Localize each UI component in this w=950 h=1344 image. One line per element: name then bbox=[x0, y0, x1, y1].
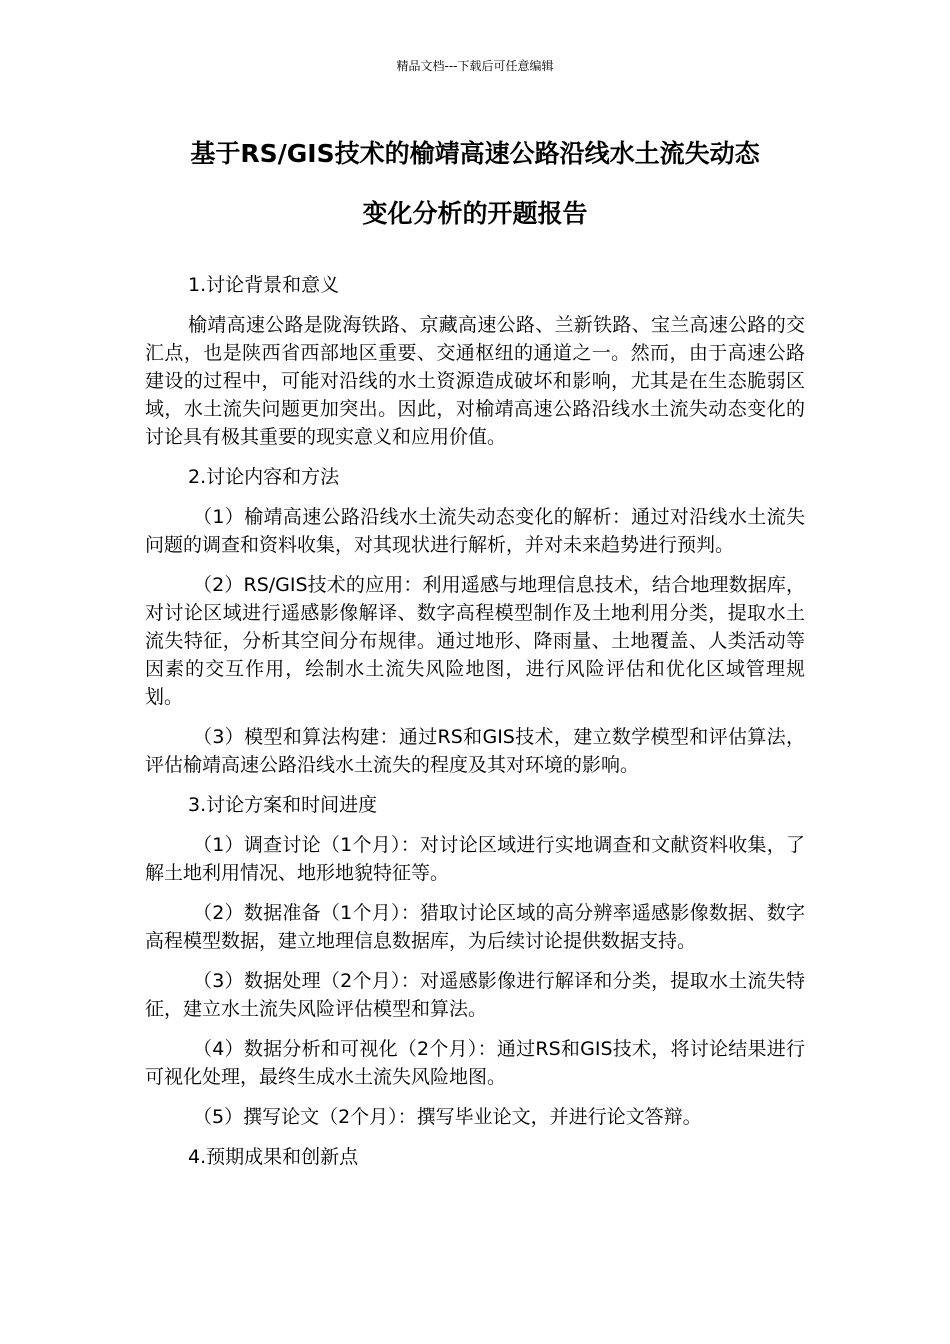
document-title-line-1: 基于RS/GIS技术的榆靖高速公路沿线水土流失动态 bbox=[190, 139, 760, 168]
content-item-1: （1）榆靖高速公路沿线水土流失动态变化的解析：通过对沿线水土流失问题的调查和资料收集，对其现状进行解析，并对未来趋势进行预判。 bbox=[145, 506, 805, 556]
schedule-item-3: （3）数据处理（2个月）：对遥感影像进行解译和分类，提取水土流失特征，建立水土流失风险评估模型和算法。 bbox=[145, 970, 805, 1020]
schedule-item-5: （5）撰写论文（2个月）：撰写毕业论文，并进行论文答辩。 bbox=[193, 1106, 702, 1128]
content-item-3: （3）模型和算法构建：通过RS和GIS技术，建立数学模型和评估算法，评估榆靖高速公路沿线水土流失的程度及其对环境的影响。 bbox=[145, 726, 805, 776]
schedule-item-2: （2）数据准备（1个月）：猎取讨论区域的高分辨率遥感影像数据、数字高程模型数据，建立地理信息数据库，为后续讨论提供数据支持。 bbox=[145, 902, 805, 952]
section-heading-background: 1.讨论背景和意义 bbox=[188, 274, 340, 296]
content-item-2: （2）RS/GIS技术的应用：利用遥感与地理信息技术，结合地理数据库，对讨论区域进行遥感影像解译、数字高程模型制作及土地利用分类，提取水土流失特征，分析其空间分布规律。通过地形、降雨量、土地覆盖、人类活动等因素的交互作用，绘制水土流失风险地图，进行风险评估和优化区域管理规划。 bbox=[145, 574, 805, 708]
section-heading-content-methods: 2.讨论内容和方法 bbox=[188, 466, 340, 488]
background-paragraph: 榆靖高速公路是陇海铁路、京藏高速公路、兰新铁路、宝兰高速公路的交汇点，也是陕西省西部地区重要、交通枢纽的通道之一。然而，由于高速公路建设的过程中，可能对沿线的水土资源造成破坏和影响，尤其是在生态脆弱区域，水土流失问题更加突出。因此，对榆靖高速公路沿线水土流失动态变化的讨论具有极其重要的现实意义和应用价值。 bbox=[145, 314, 805, 448]
section-heading-expected-results: 4.预期成果和创新点 bbox=[188, 1146, 359, 1168]
header-note: 精品文档---下载后可任意编辑 bbox=[396, 59, 554, 73]
document-title-line-2: 变化分析的开题报告 bbox=[362, 199, 588, 228]
schedule-item-1: （1）调查讨论（1个月）：对讨论区域进行实地调查和文献资料收集，了解土地利用情况、地形地貌特征等。 bbox=[145, 834, 805, 884]
section-heading-plan-schedule: 3.讨论方案和时间进度 bbox=[188, 794, 378, 816]
document-body bbox=[145, 271, 805, 1183]
schedule-item-4: （4）数据分析和可视化（2个月）：通过RS和GIS技术，将讨论结果进行可视化处理，最终生成水土流失风险地图。 bbox=[145, 1038, 805, 1088]
